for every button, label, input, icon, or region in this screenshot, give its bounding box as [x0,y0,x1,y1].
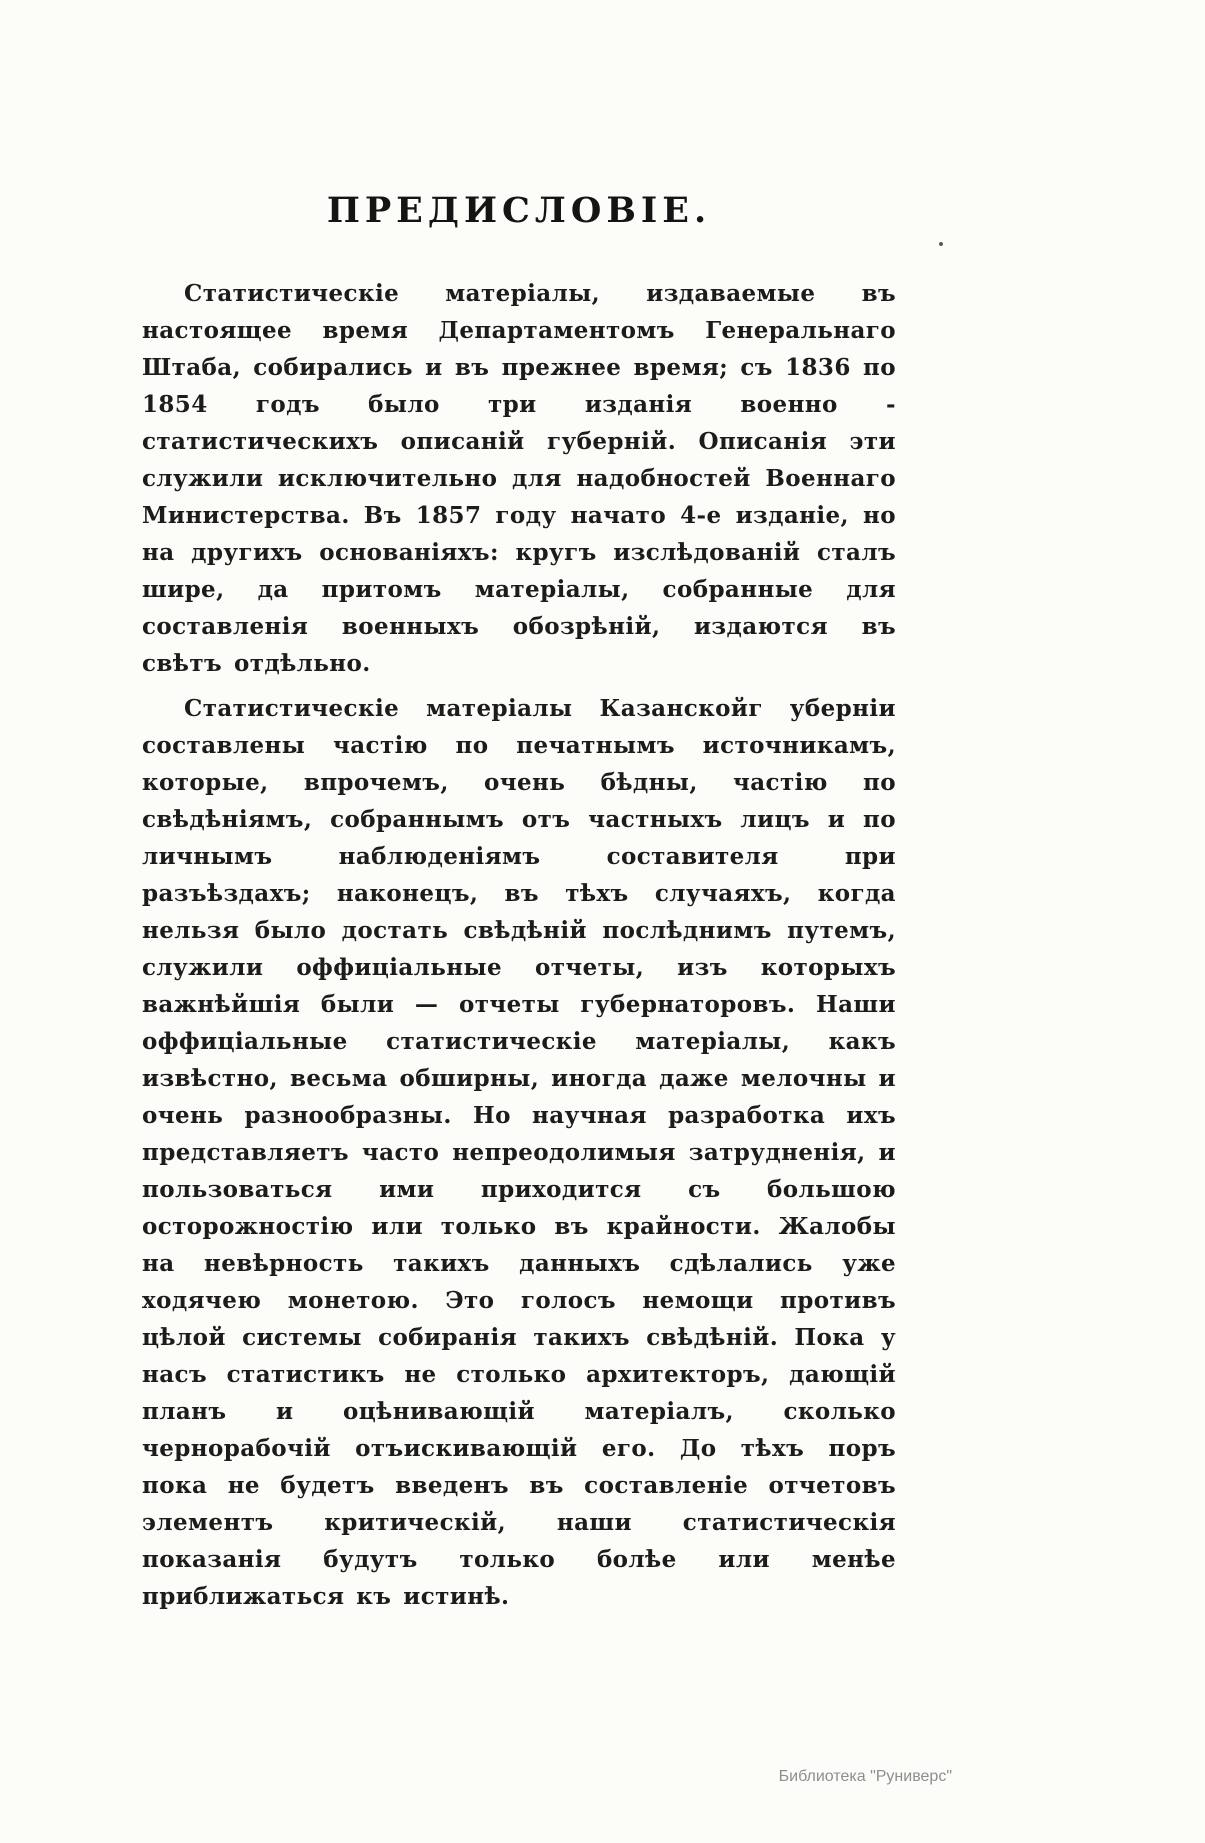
library-watermark: Библиотека "Руниверс" [778,1768,952,1785]
paragraph-2: Статистическіе матеріалы Казанскойг уберніи составлены частію по печатнымъ источникамъ, которые, впрочемъ, очень бѣдны, частію по свѣдѣніямъ, собраннымъ отъ частныхъ лицъ и по личнымъ наблюденіямъ составителя при разъѣздахъ; наконецъ, въ тѣхъ случаяхъ, когда нельзя было достать свѣдѣній послѣднимъ путемъ, служили оффиціальные отчеты, изъ которыхъ важнѣйшія были — отчеты губернаторовъ. Наши оффиціальные статистическіе матеріалы, какъ извѣстно, весьма обширны, иногда даже мелочны и очень разнообразны. Но научная разработка ихъ представляетъ часто непреодолимыя затрудненія, и пользоваться ими приходится съ большою осторожностію или только въ крайности. Жалобы на невѣрность такихъ данныхъ сдѣлались уже ходячею монетою. Это голосъ немощи противъ цѣлой системы собиранія такихъ свѣдѣній. Пока у насъ статистикъ не столько архитекторъ, дающій планъ и оцѣнивающій матеріалъ, сколько чернорабочій отъискивающій его. До тѣхъ поръ пока не будетъ введенъ въ составленіе отчетовъ элементъ критическій, наши статистическія показанія будутъ только болѣе или менѣе приближаться къ истинѣ. [142,695,896,1610]
page-title: ПРЕДИСЛОВІЕ. [326,190,712,231]
scan-artifact-dot [939,242,943,246]
paragraph-1: Статистическіе матеріалы, издаваемые въ настоящее время Департаментомъ Генеральнаго Штаба, собирались и въ прежнее время; съ 1836 по 1854 годъ было три изданія военно - статистическихъ описаній губерній. Описанія эти служили исключительно для надобностей Военнаго Министерства. Въ 1857 году начато 4-е изданіе, но на другихъ основаніяхъ: кругъ изслѣдованій сталъ шире, да притомъ матеріалы, собранные для составленія военныхъ обозрѣній, издаются въ свѣтъ отдѣльно. [142,280,896,677]
text-block [142,190,896,1623]
